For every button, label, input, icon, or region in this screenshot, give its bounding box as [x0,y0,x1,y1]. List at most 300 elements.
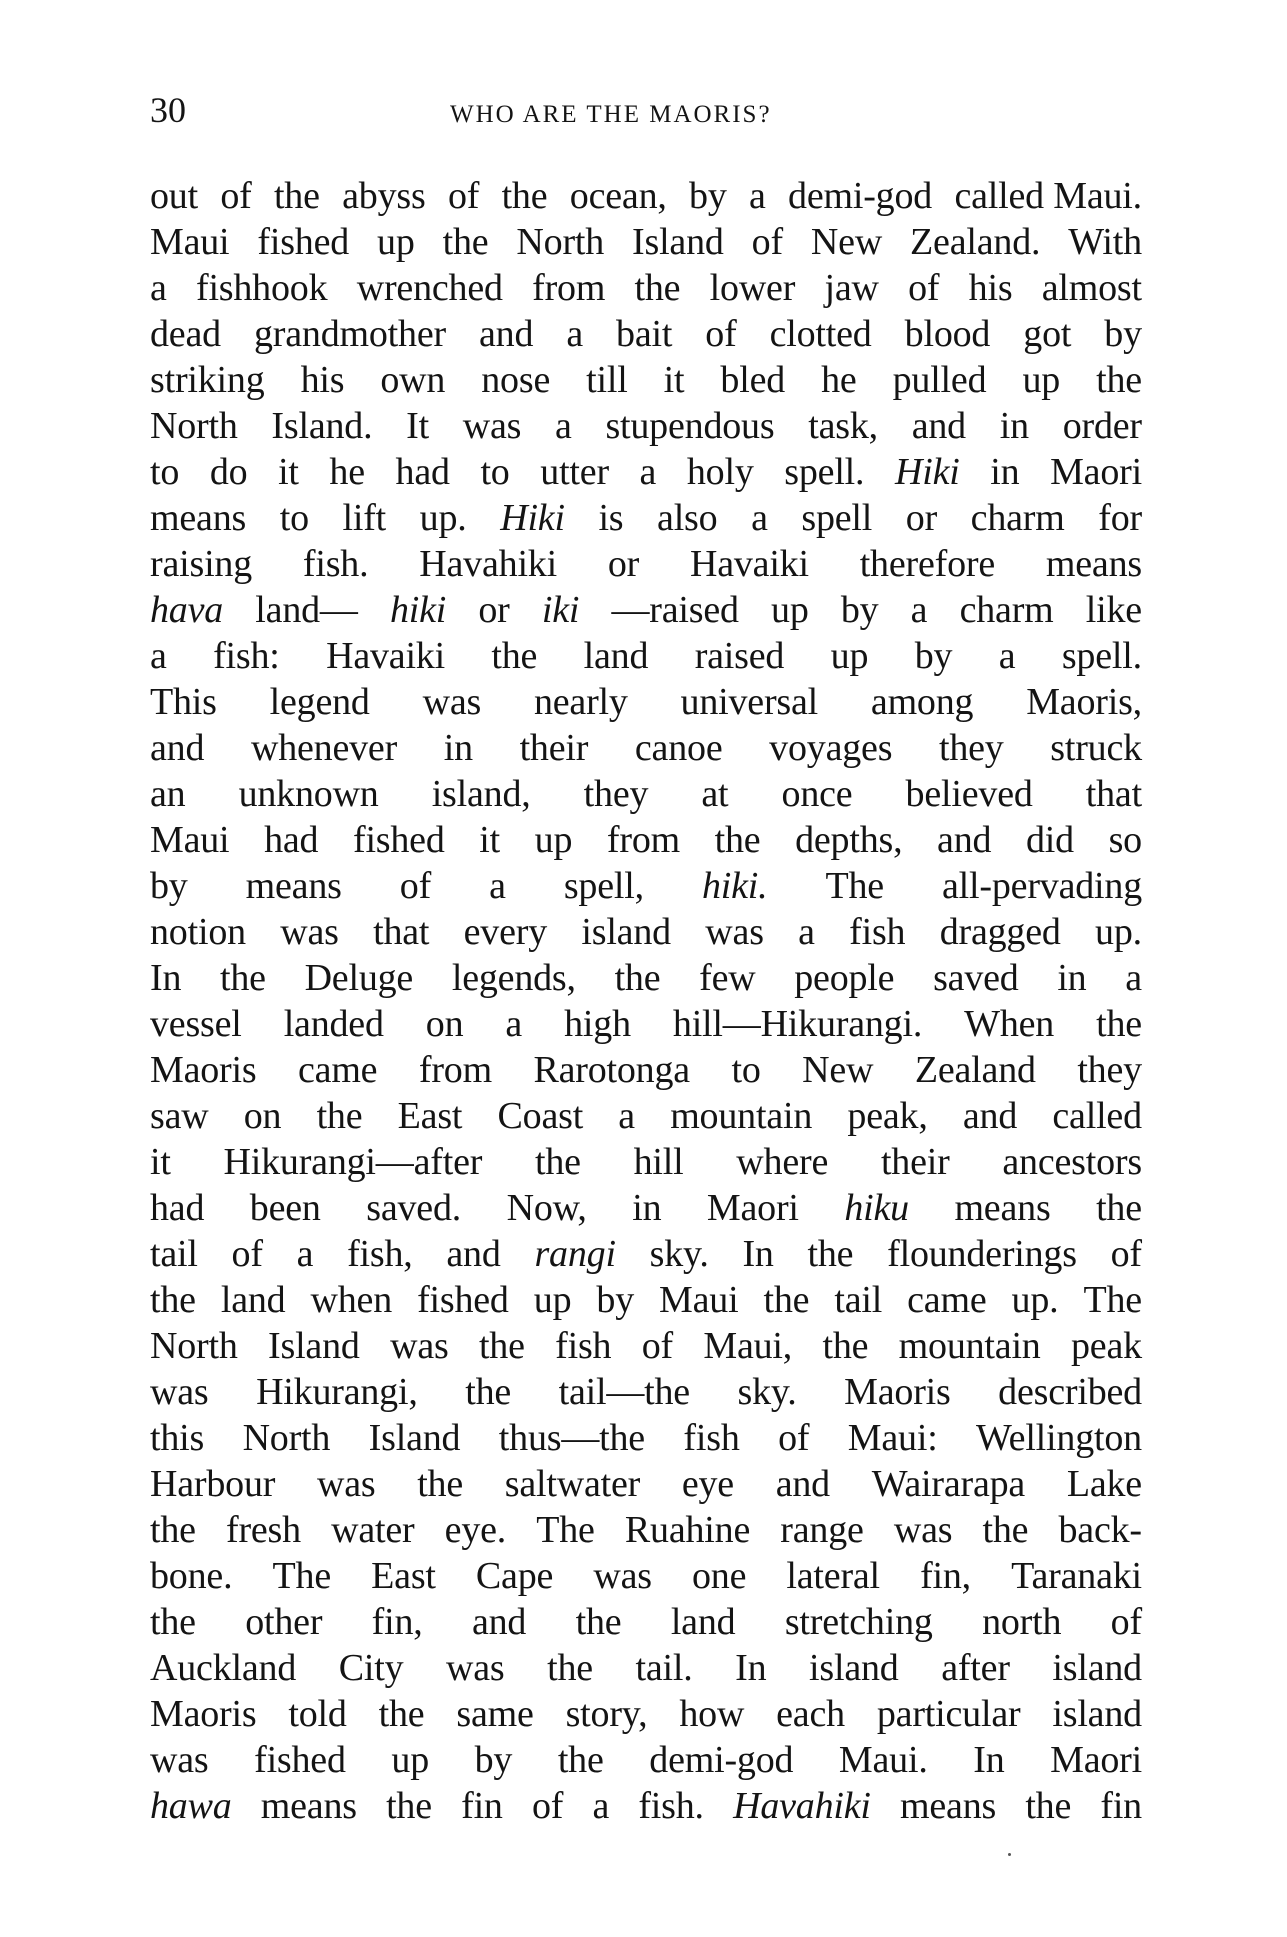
word: north [982,1601,1062,1643]
word: called [1052,1095,1142,1137]
word: voyages [769,727,893,769]
word: or [607,543,640,585]
word: dead [150,313,221,355]
word: Hikurangi, [256,1371,418,1413]
word: and [150,727,205,769]
word: fish, [347,1233,413,1275]
word: demi-god [649,1739,794,1781]
text-line [150,1047,1142,1093]
word: and [937,819,992,861]
italic-word: hiku [844,1187,909,1229]
word: Wellington [976,1417,1142,1459]
word: the [614,957,661,999]
word: the [220,957,266,999]
word: North [242,1417,331,1459]
print-speck [1008,1853,1011,1856]
word: a [489,865,506,907]
text-line [150,1001,1142,1047]
word: of [778,1417,810,1459]
word: the [1025,1785,1072,1827]
word: and [962,1095,1018,1137]
word: wrenched [356,267,503,309]
word: to [150,451,180,493]
word: was [462,405,522,447]
word: charm [970,497,1065,539]
running-title: WHO ARE THE MAORIS? [450,101,772,128]
word: thus—the [498,1417,645,1459]
word: spell. [784,451,865,493]
word: few [699,957,756,999]
text-line [150,541,1142,587]
word: the [150,1279,196,1321]
word: by [150,865,188,907]
word: do [209,451,248,493]
word: land [670,1601,736,1643]
word: that [1085,773,1142,815]
word: and [471,1601,527,1643]
word: was [390,1325,449,1367]
word: sky. [737,1371,797,1413]
word: island, [431,773,531,815]
word: Maui [659,1279,739,1321]
word: peak [1071,1325,1142,1367]
word: Maoris [844,1371,951,1413]
italic-word: Hiki [500,497,565,539]
word: a [505,1003,523,1045]
word: therefore [859,543,996,585]
word: Coast [497,1095,584,1137]
word: depths, [795,819,903,861]
word: Cape [475,1555,554,1597]
word: on [425,1003,464,1045]
word: Maui: [847,1417,938,1459]
word: fin [461,1785,503,1827]
word: a [592,1785,610,1827]
word: of [231,1233,263,1275]
text-line [150,495,1142,541]
word: grandmother [253,313,446,355]
word: abyss [342,175,426,217]
word: up. [1095,911,1142,953]
word: island [809,1647,899,1689]
word: striking [150,359,265,401]
word: was [150,1739,209,1781]
word: their [519,727,589,769]
word: was [316,1463,376,1505]
word: from [418,1049,492,1091]
word: the [465,1371,512,1413]
word: island [1052,1647,1142,1689]
word: one [691,1555,747,1597]
word: saved. [366,1187,462,1229]
word: in [443,727,473,769]
word: by [596,1279,635,1321]
text-line [150,1415,1142,1461]
word: universal [680,681,819,723]
word: a [150,635,167,677]
word: a [566,313,583,355]
word: the [501,175,548,217]
word: water [331,1509,415,1551]
word: fish [683,1417,740,1459]
text-line [150,1599,1142,1645]
word: Maoris [150,1693,257,1735]
word: In [735,1647,767,1689]
word: from [532,267,606,309]
word: fished [254,1739,346,1781]
word: the [1096,1003,1142,1045]
word: the [535,1141,581,1183]
text-line [150,1185,1142,1231]
word: tail. [635,1647,693,1689]
word: hill—Hikurangi. [672,1003,923,1045]
word: to [279,497,309,539]
text-line [150,1461,1142,1507]
word: Auckland [150,1647,297,1689]
word: spell, [563,865,644,907]
word: was [893,1509,953,1551]
word: struck [1050,727,1142,769]
word: of [220,175,252,217]
text-line [150,679,1142,725]
word: to [480,451,510,493]
text-line [150,1553,1142,1599]
word: to [731,1049,761,1091]
word: Maoris, [1026,681,1142,723]
word: they [583,773,649,815]
word: dragged [939,911,1061,953]
word: tail [150,1233,198,1275]
word: once [781,773,853,815]
word: With [1068,221,1142,263]
word: the [714,819,761,861]
word: Deluge [304,957,414,999]
word: also [657,497,718,539]
word: by [914,635,953,677]
word: legend [269,681,370,723]
word: The [825,865,884,907]
text-line [150,1737,1142,1783]
word: their [880,1141,950,1183]
word: eye [681,1463,734,1505]
word: island [581,911,671,953]
word: in [632,1187,662,1229]
word: canoe [634,727,723,769]
word: spell [801,497,873,539]
word: order [1062,405,1142,447]
word: fish [555,1325,612,1367]
text-line [150,587,1142,633]
word: lower [709,267,796,309]
word: Taranaki [1011,1555,1142,1597]
word: land [220,1279,286,1321]
word: was [150,1371,209,1413]
word: land [583,635,649,677]
word: high [564,1003,631,1045]
word: range [780,1509,864,1551]
word: a [749,175,766,217]
word: is [598,497,624,539]
body-text [150,173,1142,1829]
word: the [547,1647,593,1689]
word: legends, [451,957,576,999]
word: Maori [1050,1739,1142,1781]
word: saved [933,957,1019,999]
word: or [478,589,510,631]
word: up [391,1739,429,1781]
word: in [1057,957,1087,999]
word: an [150,773,186,815]
word: means [1045,543,1142,585]
word: Island [268,1325,360,1367]
word: mountain [670,1095,813,1137]
word: clotted [769,313,872,355]
word: Harbour [150,1463,276,1505]
word: eye. [444,1509,507,1551]
word: in [999,405,1029,447]
text-line [150,955,1142,1001]
word: fish: [213,635,280,677]
word: a [639,451,657,493]
word: by [840,589,879,631]
word: Maoris [150,1049,257,1091]
word: up [830,635,869,677]
word: the [378,1693,425,1735]
word: North [516,221,605,263]
word: and [446,1233,501,1275]
text-line [150,725,1142,771]
word: Now, [506,1187,587,1229]
word: the [575,1601,622,1643]
word: a [751,497,768,539]
word: by [1104,313,1142,355]
word: a [1125,957,1142,999]
word: his [968,267,1013,309]
word: the [1096,1187,1142,1229]
word: whenever [250,727,398,769]
word: nearly [533,681,628,723]
text-line [150,817,1142,863]
text-line [150,1645,1142,1691]
word: of [908,267,940,309]
text-line [150,173,1142,219]
word: the [557,1739,604,1781]
word: stretching [784,1601,933,1643]
word: New [802,1049,874,1091]
word: landed [283,1003,384,1045]
word: when [310,1279,393,1321]
word: Wairarapa [871,1463,1026,1505]
word: island [1052,1693,1142,1735]
word: the [417,1463,464,1505]
word: nose [481,359,551,401]
word: vessel [150,1003,242,1045]
word: among [870,681,974,723]
italic-word: Havahiki [733,1785,871,1827]
word: The [272,1555,331,1597]
word: Lake [1066,1463,1142,1505]
word: the [982,1509,1029,1551]
italic-word: rangi [534,1233,616,1275]
word: saw [150,1095,209,1137]
word: unknown [238,773,379,815]
word: East [371,1555,436,1597]
word: Havahiki [419,543,557,585]
word: raised [694,635,785,677]
word: When [964,1003,1055,1045]
italic-word: hava [150,589,224,631]
word: Island. [271,405,373,447]
text-line [150,449,1142,495]
word: North [150,1325,238,1367]
word: Rarotonga [533,1049,690,1091]
word: Hikurangi—after [223,1141,483,1183]
word: charm [959,589,1054,631]
word: means [954,1187,1051,1229]
word: lateral [786,1555,880,1597]
word: land— [255,589,358,631]
word: lift [342,497,387,539]
word: Maui, [703,1325,793,1367]
word: after [941,1647,1010,1689]
word: saltwater [504,1463,641,1505]
word: was [422,681,482,723]
text-line [150,403,1142,449]
word: of [1110,1233,1142,1275]
word: utter [540,451,609,493]
word: how [679,1693,745,1735]
word: a [910,589,928,631]
word: same [456,1693,534,1735]
word: up [1022,359,1061,401]
italic-word: Hiki [894,451,960,493]
word: Maori [1050,451,1142,493]
word: by [474,1739,513,1781]
word: Zealand [914,1049,1036,1091]
italic-word: hiki [389,589,447,631]
italic-word: hiki. [701,865,768,907]
word: the [150,1509,196,1551]
word: they [938,727,1004,769]
text-line [150,1369,1142,1415]
word: Zealand. [910,221,1041,263]
text-line [150,1323,1142,1369]
word: a [998,635,1016,677]
word: other [245,1601,323,1643]
word: Island [632,221,724,263]
word: Havaiki [326,635,445,677]
word: demi-god [788,175,933,217]
word: the [273,175,320,217]
word: of [399,865,432,907]
word: notion [150,911,246,953]
word: story, [565,1693,648,1735]
word: came [297,1049,378,1091]
word: North [150,405,238,447]
word: by [689,175,727,217]
text-line [150,357,1142,403]
word: tail—the [558,1371,690,1413]
text-line [150,1277,1142,1323]
word: jaw [824,267,879,309]
word: hill [633,1141,684,1183]
word: City [338,1647,404,1689]
word: bone. [150,1555,233,1597]
text-line [150,1139,1142,1185]
word: flounderings [887,1233,1077,1275]
word: the [491,635,538,677]
word: it [278,451,299,493]
word: was [705,911,764,953]
word: mountain [898,1325,1041,1367]
word: sky. [649,1233,709,1275]
word: in [990,451,1020,493]
word: he [821,359,857,401]
word: was [446,1647,505,1689]
word: Havaiki [689,543,809,585]
word: Maui. [838,1739,928,1781]
word: and [479,313,534,355]
word: out [150,175,198,217]
word: of [641,1325,673,1367]
word: up. [1011,1279,1059,1321]
word: fin [1100,1785,1142,1827]
word: of [705,313,737,355]
word: fished [352,819,445,861]
text-line [150,1783,1142,1829]
word: means [260,1785,357,1827]
word: this [150,1417,205,1459]
word: had [395,451,450,493]
word: at [701,773,729,815]
word: and [911,405,966,447]
word: was [280,911,339,953]
word: stupendous [605,405,775,447]
word: every [463,911,548,953]
word: on [243,1095,282,1137]
word: the [822,1325,869,1367]
word: had [264,819,319,861]
text-line [150,219,1142,265]
word: a [150,267,167,309]
word: It [406,405,429,447]
word: the [1096,359,1142,401]
word: so [1108,819,1142,861]
word: of [1110,1601,1142,1643]
text-line [150,1507,1142,1553]
word: Ruahine [624,1509,751,1551]
word: means [900,1785,997,1827]
word: fished [257,221,350,263]
page-header [150,90,1140,140]
text-line [150,1231,1142,1277]
word: New [810,221,883,263]
word: holy [686,451,754,493]
word: back- [1058,1509,1142,1551]
word: they [1077,1049,1142,1091]
word: pulled [892,359,987,401]
word: up [771,589,809,631]
word: the [442,221,489,263]
word: up [533,1279,572,1321]
word: like [1085,589,1142,631]
word: own [380,359,446,401]
word: of [531,1785,564,1827]
word: or [905,497,938,539]
word: of [751,221,783,263]
word: Island [368,1417,461,1459]
word: fresh [225,1509,301,1551]
